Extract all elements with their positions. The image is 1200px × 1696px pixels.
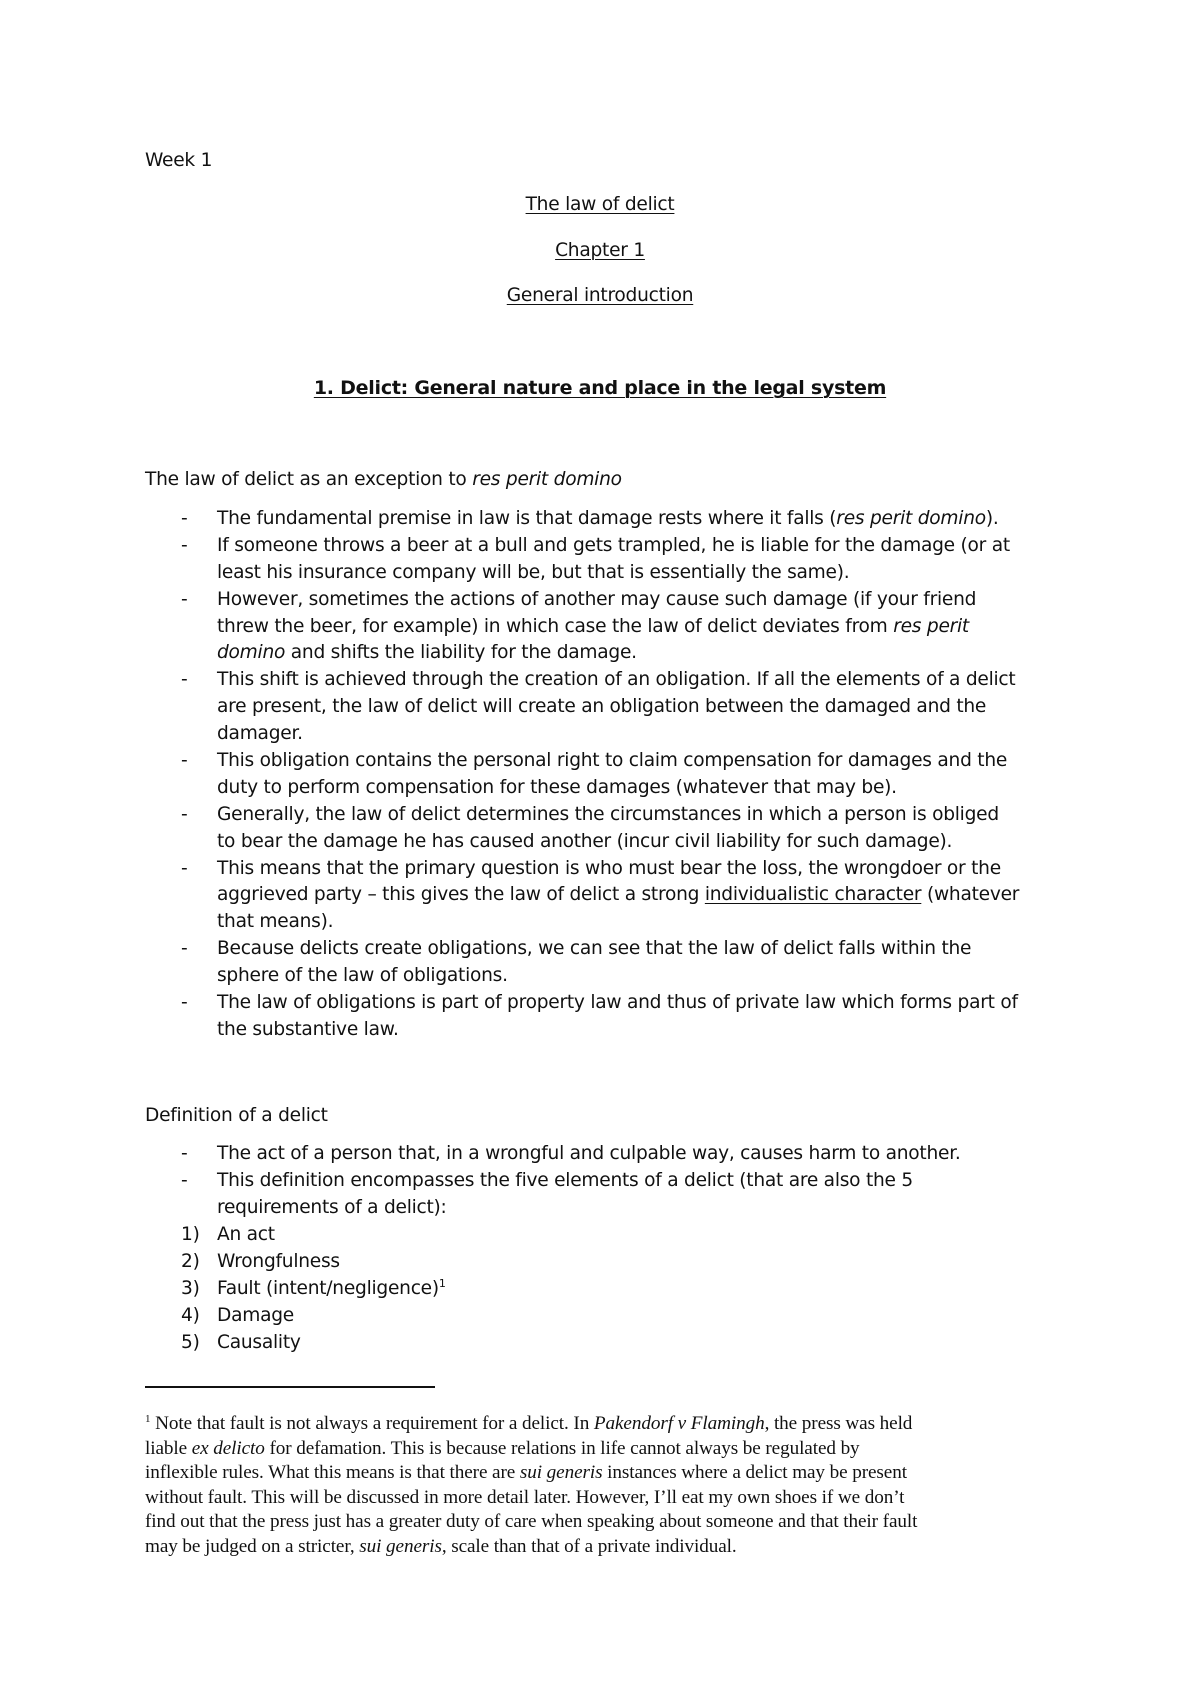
bullet-line (217, 1019, 399, 1040)
text-segment: This definition encompasses the five elements of a delict (that are also the 5 (217, 1170, 913, 1191)
footnote-line (145, 1438, 860, 1460)
bullet-line (217, 965, 508, 986)
text-segment: requirements of a delict): (217, 1196, 447, 1218)
text-segment: The fundamental premise in law is that damage rests where it falls ( (217, 508, 837, 529)
list-number: 3) (181, 1277, 200, 1299)
text-segment: aggrieved party – this gives the law of delict a strong (217, 884, 705, 906)
text-segment: If someone throws a beer at a bull and gets trampled, he is liable for the damage (or at (217, 535, 1010, 556)
text-segment: domino (217, 642, 286, 664)
text-segment: individualistic character (704, 884, 922, 906)
section2-heading: Definition of a delict (145, 1105, 328, 1126)
bullet-dash: - (181, 535, 188, 556)
footnote-reference[interactable]: 1 (438, 1276, 446, 1290)
text-segment: sui generis (519, 1462, 603, 1484)
text-segment: Note that fault is not always a requirement for a delict. In (150, 1413, 594, 1434)
bullet-dash: - (181, 803, 188, 825)
bullet-line (217, 723, 303, 744)
text-segment: may be judged on a stricter, (145, 1536, 360, 1557)
bullet-line (217, 696, 986, 717)
list-item (217, 1305, 294, 1326)
text-segment: ). (985, 508, 999, 529)
chapter-label: Chapter 1 (555, 240, 645, 261)
text-segment: liable (145, 1437, 192, 1459)
text-segment: , the press was held (764, 1413, 913, 1434)
list-item-text: Fault (intent/negligence) (217, 1277, 439, 1299)
text-segment: and shifts the liability for the damage. (285, 642, 637, 664)
bullet-dash: - (181, 938, 188, 960)
footnote-line (145, 1462, 907, 1484)
text-segment: Because delicts create obligations, we can see that the law of delict falls within the (217, 938, 972, 960)
list-item-text: Wrongfulness (217, 1250, 340, 1272)
bullet-line (217, 535, 1010, 556)
bullet-line (217, 508, 999, 529)
section-heading: 1. Delict: General nature and place in the legal system (313, 377, 887, 399)
text-segment: damager. (217, 723, 303, 744)
document-title: The law of delict (525, 194, 675, 215)
footnote-line (145, 1536, 737, 1558)
week-label: Week 1 (145, 150, 213, 171)
bullet-dash: - (181, 1170, 188, 1191)
bullet-line (217, 562, 849, 583)
text-segment: sui generis (359, 1536, 442, 1557)
bullet-line (217, 1170, 913, 1191)
bullet-dash: - (181, 857, 188, 879)
text-segment: However, sometimes the actions of another may cause such damage (if your friend (217, 588, 977, 610)
bullet-dash: - (181, 992, 188, 1013)
list-number: 2) (181, 1250, 200, 1272)
bullet-dash: - (181, 588, 188, 610)
text-segment: This shift is achieved through the creation of an obligation. If all the elements of a delict (217, 669, 1016, 691)
text-segment: , scale than that of a private individual. (441, 1536, 737, 1557)
list-item (217, 1278, 446, 1299)
text-segment: find out that the press just has a greater duty of care when speaking about someone and that their fault (145, 1511, 918, 1533)
list-item-text: Damage (217, 1304, 294, 1326)
text-segment: duty to perform compensation for these damages (whatever that may be). (217, 776, 897, 798)
list-number: 1) (181, 1223, 200, 1245)
bullet-line (217, 669, 1015, 690)
list-number: 4) (181, 1304, 200, 1326)
bullet-line (217, 1197, 447, 1218)
bullet-line (217, 777, 897, 798)
text-segment: least his insurance company will be, but that is essentially the same). (217, 561, 850, 583)
list-item (217, 1224, 275, 1245)
text-segment: the substantive law. (217, 1018, 399, 1040)
text-segment: This obligation contains the personal right to claim compensation for damages and the (217, 750, 1008, 771)
text-segment: res perit (893, 615, 969, 637)
footnote-line (145, 1511, 917, 1533)
text-segment: for defamation. This is because relations in life cannot always be regulated by (264, 1437, 860, 1459)
bullet-line (217, 911, 333, 932)
text-segment: without fault. This will be discussed in more detail later. However, I’ll eat my own shoes if we don’t (145, 1486, 905, 1508)
text-segment: that means). (217, 911, 334, 933)
footnote-line (145, 1487, 904, 1509)
bullet-line (217, 938, 971, 959)
footnote-line (145, 1413, 912, 1435)
bullet-line (217, 884, 1019, 905)
list-item-text: Causality (217, 1331, 301, 1353)
text-segment: inflexible rules. What this means is that there are (145, 1462, 520, 1484)
bullet-dash: - (181, 669, 188, 691)
bullet-dash: - (181, 750, 188, 771)
bullet-dash: - (181, 508, 188, 529)
text-segment: Generally, the law of delict determines the circumstances in which a person is obliged (217, 803, 999, 825)
footnote-separator (145, 1386, 435, 1388)
text-segment: threw the beer, for example) in which case the law of delict deviates from (217, 615, 894, 637)
bullet-dash: - (181, 1143, 188, 1164)
bullet-line (217, 589, 976, 610)
bullet-line (217, 992, 1018, 1013)
section1-heading: The law of delict as an exception to res perit domino (145, 469, 622, 490)
list-item (217, 1332, 301, 1353)
list-item (217, 1251, 340, 1272)
list-number: 5) (181, 1331, 200, 1353)
text-segment: sphere of the law of obligations. (217, 965, 508, 986)
text-segment: (whatever (921, 884, 1020, 906)
bullet-line (217, 858, 1001, 879)
bullet-line (217, 831, 952, 852)
text-segment: This means that the primary question is who must bear the loss, the wrongdoer or the (217, 857, 1001, 879)
text-segment: The act of a person that, in a wrongful and culpable way, causes harm to another. (217, 1143, 961, 1164)
text-segment: Pakendorf v Flamingh (593, 1413, 765, 1434)
text-segment: 1 (145, 1413, 151, 1425)
list-item-text: An act (217, 1223, 275, 1245)
text-segment: res perit domino (836, 508, 986, 529)
bullet-line (217, 1143, 961, 1164)
bullet-line (217, 750, 1007, 771)
text-segment: instances where a delict may be present (602, 1462, 907, 1484)
bullet-line (217, 642, 637, 663)
text-segment: to bear the damage he has caused another (incur civil liability for such damage). (217, 830, 953, 852)
bullet-line (217, 804, 999, 825)
chapter-subtitle: General introduction (506, 285, 694, 306)
bullet-line (217, 616, 969, 637)
text-segment: are present, the law of delict will create an obligation between the damaged and the (217, 696, 987, 718)
text-segment: ex delicto (191, 1437, 265, 1459)
text-segment: The law of obligations is part of property law and thus of private law which forms part of (217, 992, 1018, 1013)
